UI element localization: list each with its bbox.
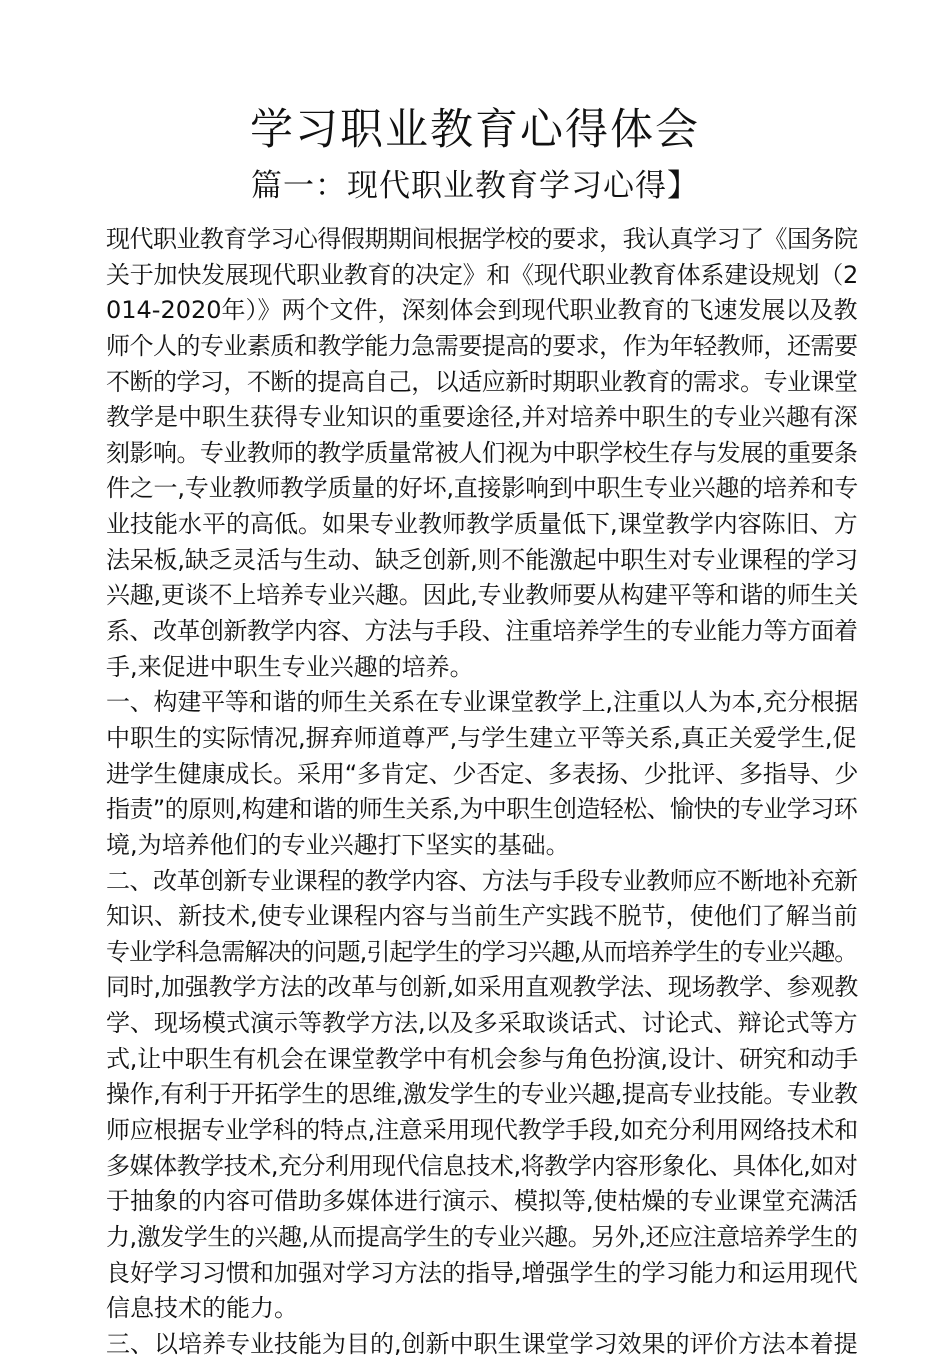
body-text-line: 式,让中职生有机会在课堂教学中有机会参与角色扮演,设计、研究和动手 <box>106 1044 858 1073</box>
body-text-line: 多媒体教学技术,充分利用现代信息技术,将教学内容形象化、具体化,如对 <box>106 1151 858 1180</box>
body-text-line: 指责”的原则,构建和谐的师生关系,为中职生创造轻松、愉快的专业学习环 <box>106 795 858 824</box>
body-text-line: 力,激发学生的兴趣,从而提高学生的专业兴趣。另外,还应注意培养学生的 <box>106 1222 858 1251</box>
body-text-line: 业技能水平的高低。如果专业教师教学质量低下,课堂教学内容陈旧、方 <box>106 510 858 539</box>
body-text-line: 二、改革创新专业课程的教学内容、方法与手段专业教师应不断地补充新 <box>106 866 858 895</box>
body-text-line: 兴趣,更谈不上培养专业兴趣。因此,专业教师要从构建平等和谐的师生关 <box>106 581 858 610</box>
body-text-line: 师个人的专业素质和教学能力急需要提高的要求，作为年轻教师，还需要 <box>106 331 858 360</box>
document-body <box>106 222 858 1363</box>
body-text-line: 关于加快发展现代职业教育的决定》和《现代职业教育体系建设规划（2 <box>106 260 858 289</box>
body-text-line: 014-2020年）》两个文件，深刻体会到现代职业教育的飞速发展以及教 <box>106 296 858 325</box>
body-text-line: 中职生的实际情况,摒弃师道尊严,与学生建立平等关系,真正关爱学生,促 <box>106 723 857 752</box>
body-text-line: 境,为培养他们的专业兴趣打下坚实的基础。 <box>106 830 570 859</box>
body-text-line: 一、构建平等和谐的师生关系在专业课堂教学上,注重以人为本,充分根据 <box>106 688 858 717</box>
body-text-line: 手,来促进中职生专业兴趣的培养。 <box>106 652 474 681</box>
body-text-line: 件之一,专业教师教学质量的好坏,直接影响到中职生专业兴趣的培养和专 <box>106 474 858 503</box>
body-text-line: 学、现场模式演示等教学方法,以及多采取谈话式、讨论式、辩论式等方 <box>106 1009 858 1038</box>
body-text-line: 专业学科急需解决的问题,引起学生的学习兴趣,从而培养学生的专业兴趣。 <box>106 937 858 966</box>
body-text-line: 操作,有利于开拓学生的思维,激发学生的专业兴趣,提高专业技能。专业教 <box>106 1080 858 1109</box>
body-text-line: 三、以培养专业技能为目的,创新中职生课堂学习效果的评价方法本着提 <box>106 1329 858 1358</box>
body-text-line: 师应根据专业学科的特点,注意采用现代教学手段,如充分利用网络技术和 <box>106 1116 858 1145</box>
body-text-line: 信息技术的能力。 <box>106 1294 298 1323</box>
body-text-line: 系、改革创新教学内容、方法与手段、注重培养学生的专业能力等方面着 <box>106 617 858 646</box>
body-text-line: 法呆板,缺乏灵活与生动、缺乏创新,则不能激起中职生对专业课程的学习 <box>106 545 858 574</box>
body-text-line: 不断的学习，不断的提高自己，以适应新时期职业教育的需求。专业课堂 <box>106 367 858 396</box>
body-text-line: 教学是中职生获得专业知识的重要途径,并对培养中职生的专业兴趣有深 <box>106 403 858 432</box>
document-title: 学习职业教育心得体会 <box>250 105 700 155</box>
body-text-line: 同时,加强教学方法的改革与创新,如采用直观教学法、现场教学、参观教 <box>106 973 858 1002</box>
document-subtitle: 篇一：现代职业教育学习心得】 <box>251 168 699 204</box>
body-text-line: 良好学习习惯和加强对学习方法的指导,增强学生的学习能力和运用现代 <box>106 1258 858 1287</box>
body-text-line: 现代职业教育学习心得假期期间根据学校的要求，我认真学习了《国务院 <box>106 225 858 253</box>
body-text-line: 知识、新技术,使专业课程内容与当前生产实践不脱节，使他们了解当前 <box>106 902 858 931</box>
body-text-line: 于抽象的内容可借助多媒体进行演示、模拟等,使枯燥的专业课堂充满活 <box>106 1187 858 1216</box>
body-text-line: 刻影响。专业教师的教学质量常被人们视为中职学校生存与发展的重要条 <box>106 438 858 467</box>
body-text-line: 进学生健康成长。采用“多肯定、少否定、多表扬、少批评、多指导、少 <box>106 759 858 788</box>
